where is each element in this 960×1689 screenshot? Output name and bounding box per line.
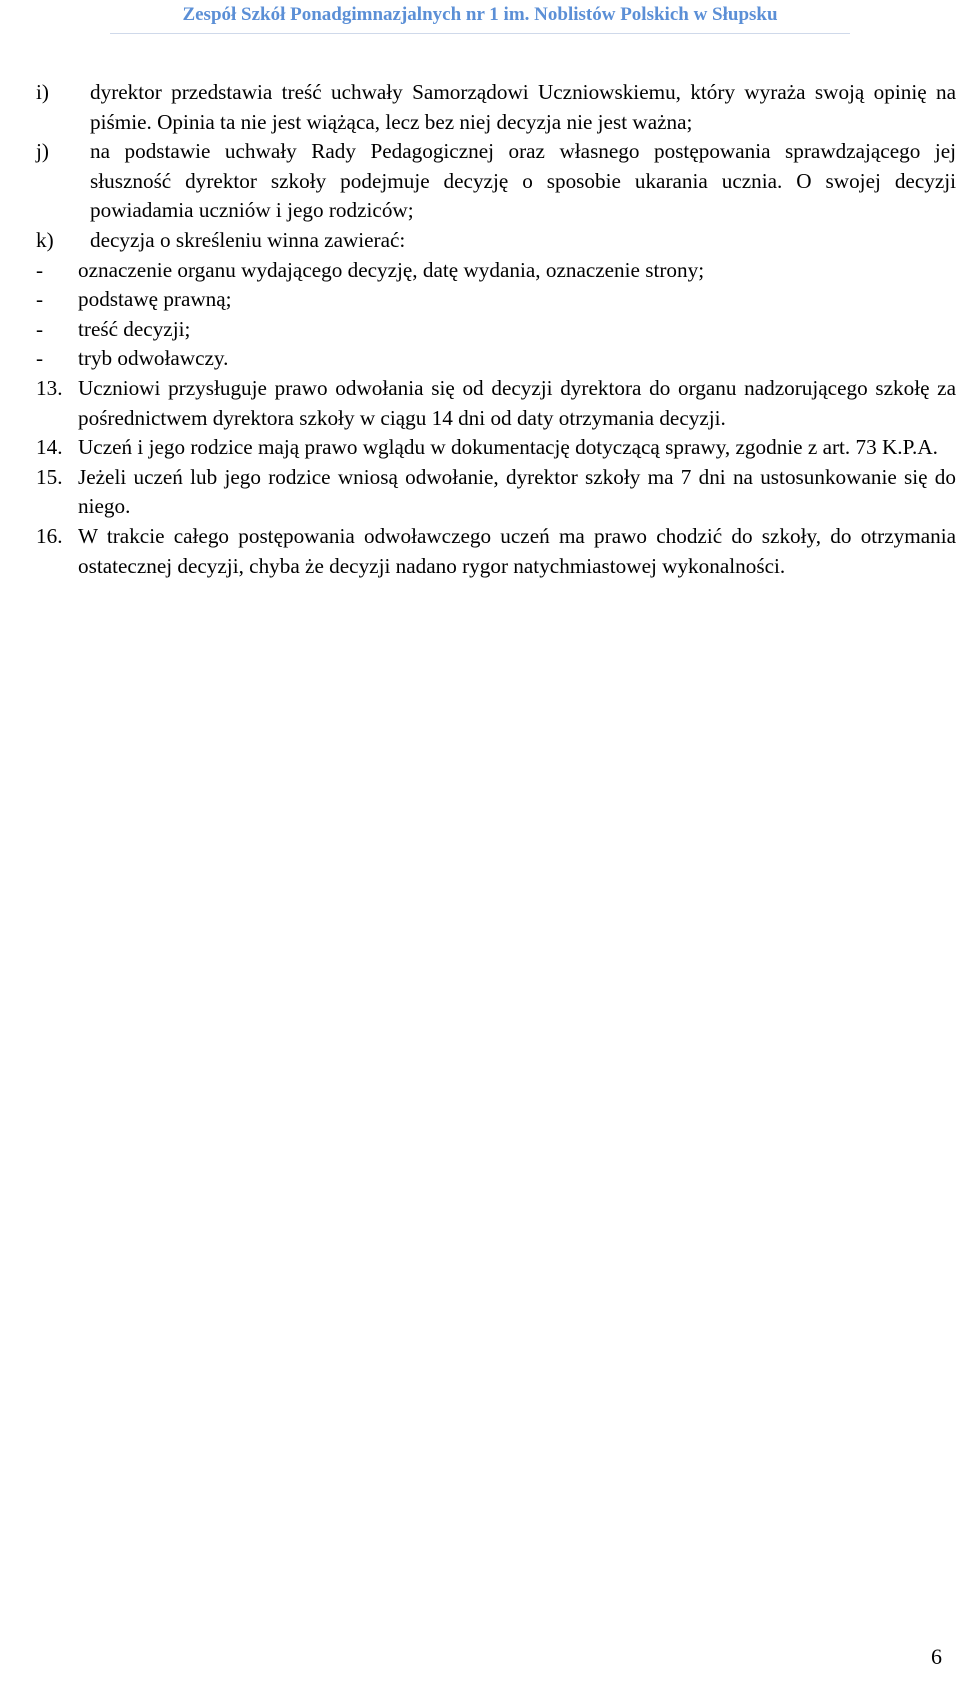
document-body [36, 78, 956, 581]
document-header: Zespół Szkół Ponadgimnazjalnych nr 1 im. Noblistów Polskich w Słupsku [182, 4, 778, 25]
dash-item [36, 315, 956, 345]
list-marker: k) [36, 227, 54, 252]
numbered-item-15 [36, 463, 956, 522]
dash-marker: - [36, 346, 44, 371]
numbered-item-16 [36, 522, 956, 581]
item-number: 16. [36, 523, 63, 548]
list-item-j [36, 137, 956, 226]
page-number: 6 [931, 1644, 942, 1669]
numbered-item-13 [36, 374, 956, 433]
item-number: 13. [36, 375, 63, 400]
numbered-item-text: Uczeń i jego rodzice mają prawo wglądu w dokumentację dotyczącą sprawy, zgodnie z art. 73 K.P.A. [78, 435, 938, 460]
list-marker: j) [36, 139, 49, 164]
list-item-text: dyrektor przedstawia treść uchwały Samorządowi Uczniowskiemu, który wyraża swoją opinię na piśmie. Opinia ta nie jest wiążąca, lecz bez niej decyzja nie jest ważna; [90, 80, 956, 134]
dash-item-text: podstawę prawną; [78, 287, 232, 312]
numbered-item-text: Uczniowi przysługuje prawo odwołania się od decyzji dyrektora do organu nadzorującego szkołę za pośrednictwem dyrektora szkoły w ciągu 14 dni od daty otrzymania decyzji. [78, 375, 956, 430]
numbered-item-14 [36, 433, 956, 463]
item-number: 15. [36, 464, 63, 489]
header-rule [110, 33, 850, 34]
list-item-text: na podstawie uchwały Rady Pedagogicznej oraz własnego postępowania sprawdzającego jej słuszność dyrektor szkoły podejmuje decyzję o sposobie ukarania ucznia. O swojej decyzji powiadamia uczniów i jego rodziców; [90, 139, 956, 223]
dash-item [36, 344, 956, 374]
dash-marker: - [36, 316, 44, 341]
dash-item [36, 285, 956, 315]
dash-item-text: oznaczenie organu wydającego decyzję, datę wydania, oznaczenie strony; [78, 257, 705, 282]
list-item-text: decyzja o skreśleniu winna zawierać: [90, 227, 406, 252]
dash-item-text: treść decyzji; [78, 316, 191, 341]
item-number: 14. [36, 435, 63, 460]
dash-marker: - [36, 287, 44, 312]
numbered-item-text: W trakcie całego postępowania odwoławczego uczeń ma prawo chodzić do szkoły, do otrzymania ostatecznej decyzji, chyba że decyzji nadano rygor natychmiastowej wykonalności. [78, 523, 956, 578]
numbered-item-text: Jeżeli uczeń lub jego rodzice wniosą odwołanie, dyrektor szkoły ma 7 dni na ustosunkowanie się do niego. [78, 464, 956, 519]
list-item-i [36, 78, 956, 137]
list-marker: i) [36, 80, 49, 104]
list-item-k [36, 226, 956, 256]
dash-item-text: tryb odwoławczy. [78, 346, 229, 371]
dash-marker: - [36, 257, 44, 282]
dash-item [36, 256, 956, 286]
